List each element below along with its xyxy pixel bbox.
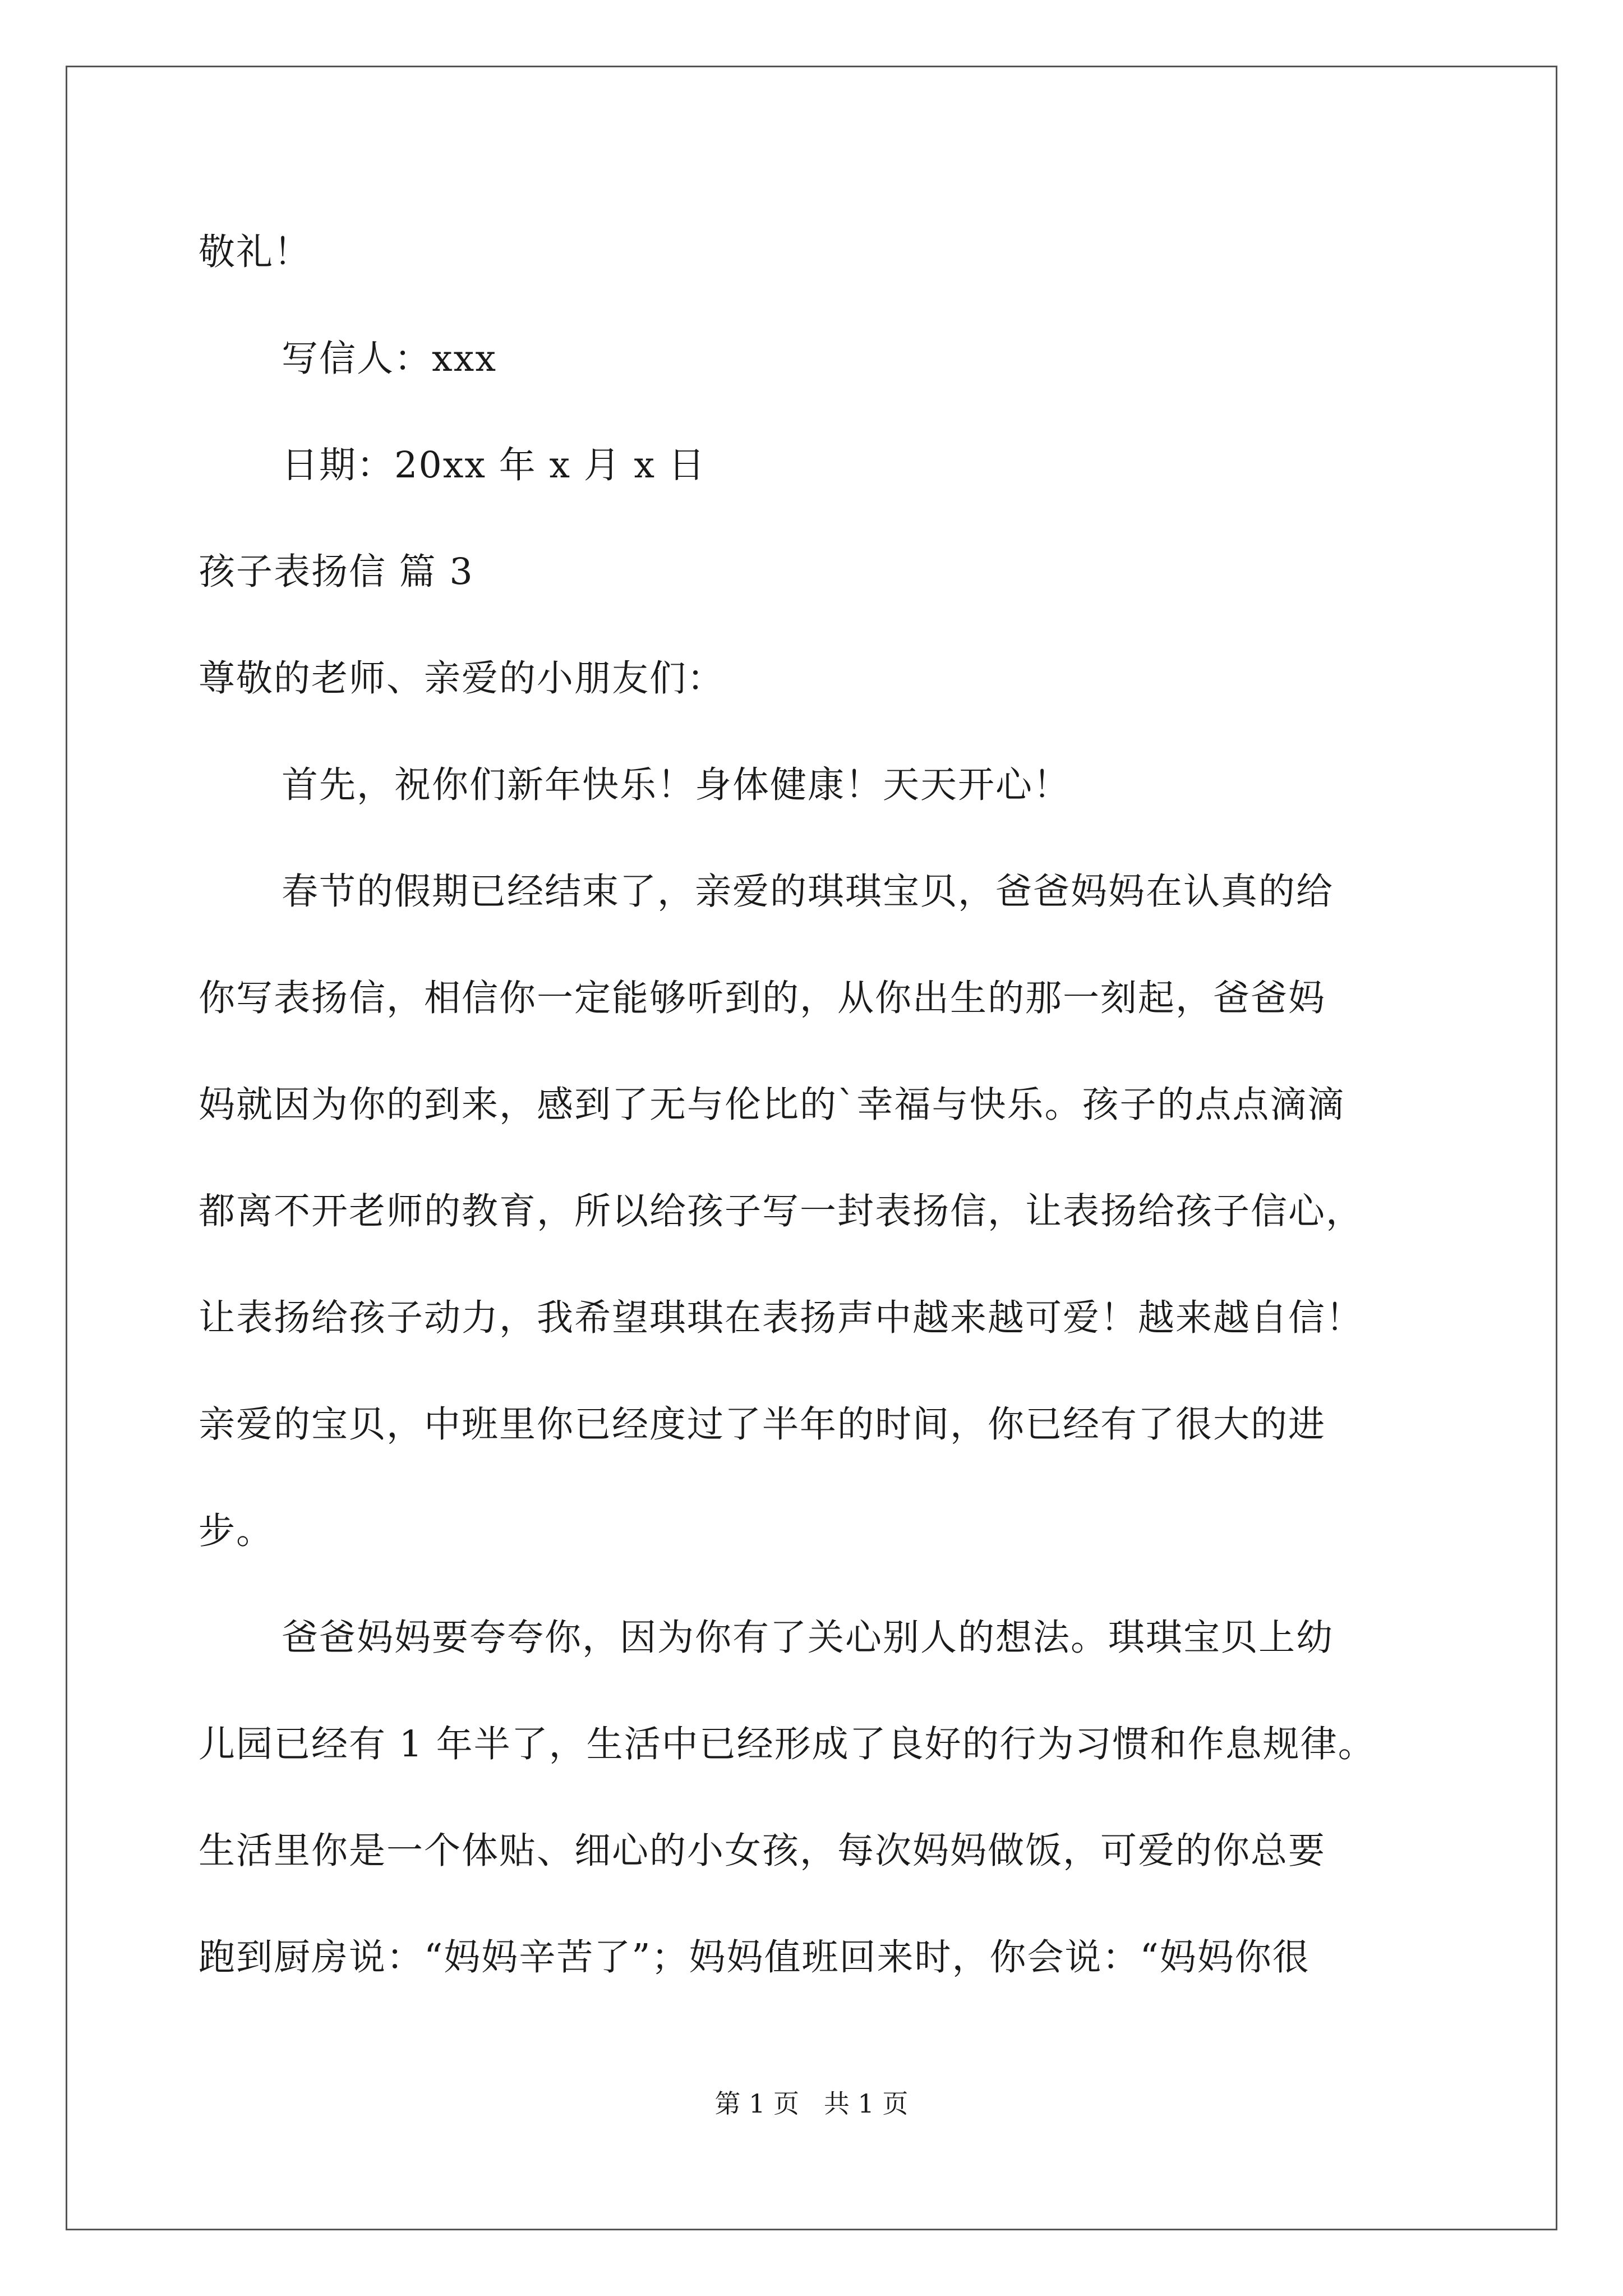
- paragraph-line: 都离不开老师的教育，所以给孩子写一封表扬信，让表扬给孩子信心，: [199, 1190, 1364, 1232]
- paragraph-line: 儿园已经有 1 年半了，生活中已经形成了良好的行为习惯和作息规律。: [199, 1723, 1376, 1765]
- paragraph-line: 你写表扬信，相信你一定能够听到的，从你出生的那一刻起，爸爸妈: [199, 977, 1326, 1019]
- section-heading: 孩子表扬信 篇 3: [199, 551, 474, 593]
- paragraph-line: 妈就因为你的到来，感到了无与伦比的`幸福与快乐。孩子的点点滴滴: [199, 1084, 1345, 1126]
- page-footer: 第 1 页 共 1 页: [714, 2088, 909, 2119]
- closing-salutation: 敬礼！: [199, 231, 312, 273]
- letter-date: 日期：20xx 年 x 月 x 日: [282, 444, 706, 486]
- paragraph-line: 爸爸妈妈要夸夸你，因为你有了关心别人的想法。琪琪宝贝上幼: [282, 1617, 1334, 1659]
- paragraph-line: 亲爱的宝贝，中班里你已经度过了半年的时间，你已经有了很大的进: [199, 1404, 1326, 1446]
- paragraph-line: 步。: [199, 1510, 274, 1552]
- letter-writer: 写信人：xxx: [282, 338, 497, 380]
- greeting-line: 尊敬的老师、亲爱的小朋友们：: [199, 657, 725, 700]
- paragraph-line: 春节的假期已经结束了，亲爱的琪琪宝贝，爸爸妈妈在认真的给: [282, 871, 1334, 913]
- paragraph-line: 生活里你是一个体贴、细心的小女孩，每次妈妈做饭，可爱的你总要: [199, 1830, 1326, 1872]
- paragraph-line: 让表扬给孩子动力，我希望琪琪在表扬声中越来越可爱！越来越自信！: [199, 1297, 1364, 1339]
- page-border: [66, 66, 1557, 2230]
- paragraph-line: 跑到厨房说：“妈妈辛苦了”；妈妈值班回来时，你会说：“妈妈你很: [199, 1936, 1310, 1978]
- paragraph-line: 首先，祝你们新年快乐！身体健康！天天开心！: [282, 764, 1071, 806]
